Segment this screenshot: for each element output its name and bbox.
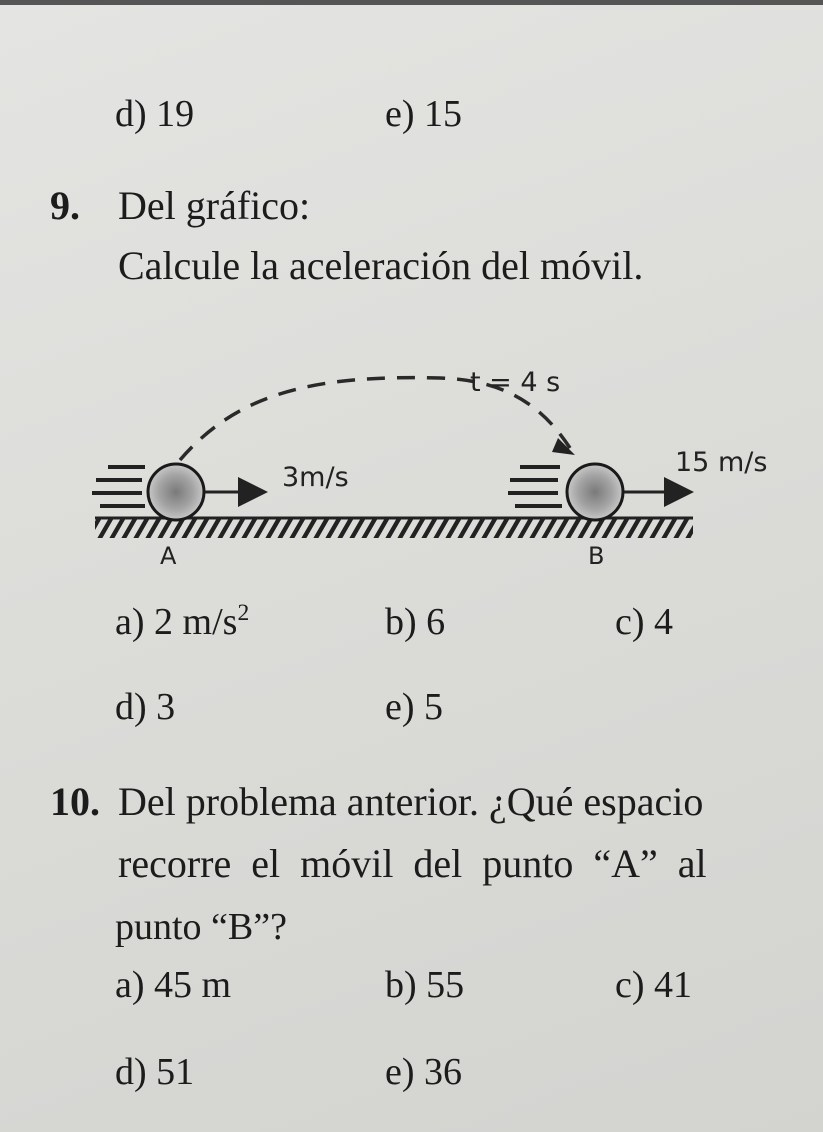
question-10-line3: punto “B”? xyxy=(115,906,288,948)
q9-option-e: e) 5 xyxy=(385,686,444,728)
question-10-line2: recorre el móvil del punto “A” al xyxy=(118,841,707,886)
question-9-line2: Calcule la aceleración del móvil. xyxy=(118,243,644,288)
q10-option-c: c) 41 xyxy=(615,964,693,1006)
ground xyxy=(95,518,693,538)
question-10-line1: Del problema anterior. ¿Qué espacio xyxy=(118,779,704,824)
time-label: t = 4 s xyxy=(470,367,561,398)
q9-option-a xyxy=(115,600,249,644)
q9-option-c: c) 4 xyxy=(615,601,674,643)
prev-option-d: d) 19 xyxy=(115,93,195,135)
q10-option-a: a) 45 m xyxy=(115,964,232,1006)
ball-b xyxy=(567,464,623,520)
q10-option-d: d) 51 xyxy=(115,1051,195,1093)
prev-option-e: e) 15 xyxy=(385,93,463,135)
question-9-number: 9. xyxy=(50,183,80,228)
final-velocity-label: 15 m/s xyxy=(675,447,768,478)
question-9-line1: Del gráfico: xyxy=(118,183,311,228)
initial-velocity-label: 3m/s xyxy=(282,462,349,493)
q10-option-e: e) 36 xyxy=(385,1051,463,1093)
speed-lines-b xyxy=(508,467,562,506)
question-10-number: 10. xyxy=(50,779,100,824)
speed-lines-a xyxy=(92,467,145,506)
ball-a xyxy=(148,464,204,520)
q9-option-a-text: a) 2 m/s xyxy=(115,601,238,644)
point-a-label: A xyxy=(160,542,177,570)
q10-option-b: b) 55 xyxy=(385,964,465,1006)
q9-option-b: b) 6 xyxy=(385,601,446,643)
point-b-label: B xyxy=(588,542,605,570)
q9-option-a-exponent: 2 xyxy=(237,600,250,626)
q9-option-d: d) 3 xyxy=(115,686,176,728)
